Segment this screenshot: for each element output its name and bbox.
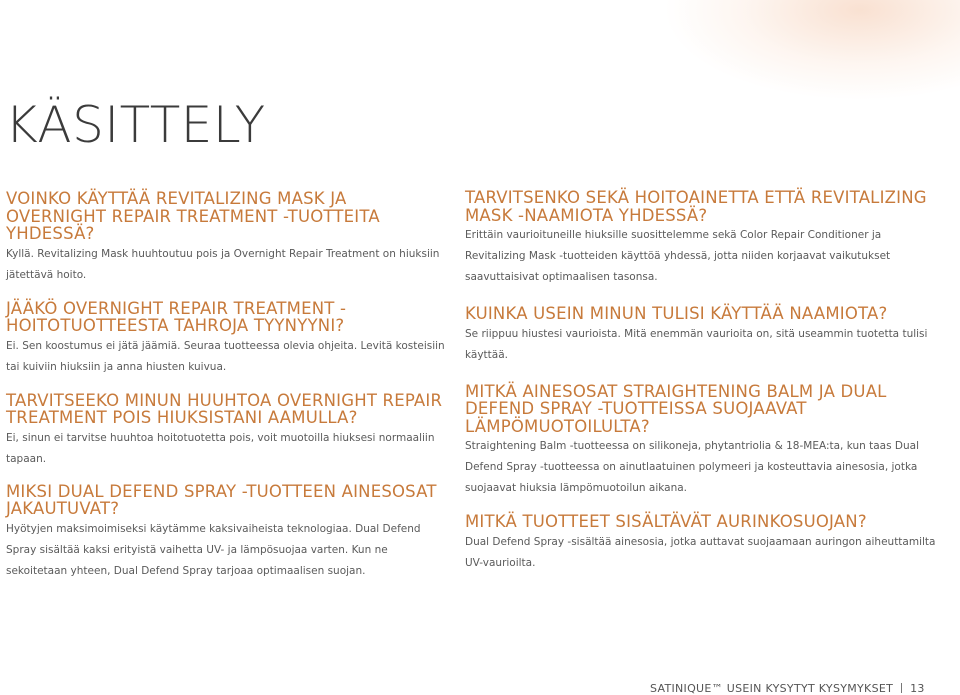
footer-separator	[901, 683, 902, 693]
faq-question: TARVITSEEKO MINUN HUUHTOA OVERNIGHT REPAIR TREATMENT POIS HIUKSISTANI AAMULLA?	[6, 390, 443, 427]
faq-answer: Ei. Sen koostumus ei jätä jäämiä. Seuraa tuotteessa olevia ohjeita. Levitä kosteisiin tai kuiviin hiuksiin ja anna hiusten kuivua.	[6, 339, 445, 373]
faq-answer: Hyötyjen maksimoimiseksi käytämme kaksivaiheista teknologiaa. Dual Defend Spray sisältää kaksi erityistä vaihetta UV- ja lämpösuojaa varten. Kun ne sekoitetaan yhteen, Dual Defend Spray tarjoaa optimaalisen suojan.	[6, 522, 421, 577]
page-number: 13	[910, 682, 925, 695]
faq-question: VOINKO KÄYTTÄÄ REVITALIZING MASK JA OVERNIGHT REPAIR TREATMENT -TUOTTEITA YHDESSÄ?	[6, 189, 380, 243]
page-title: KÄSITTELY	[5, 96, 266, 154]
faq-question: MIKSI DUAL DEFEND SPRAY -TUOTTEEN AINESOSAT JAKAUTUVAT?	[6, 481, 437, 518]
faq-answer: Straightening Balm -tuotteessa on silikoneja, phytantriolia & 18-MEA:ta, kun taas Dual Defend Spray -tuotteessa on ainutlaatuinen polymeeri ja kosteuttavia ainesosia, jotka suojaavat hiuksia lämpömuotoilun aikana.	[465, 440, 920, 494]
faq-item	[465, 513, 945, 574]
faq-item	[6, 190, 446, 286]
faq-question: MITKÄ TUOTTEET SISÄLTÄVÄT AURINKOSUOJAN?	[465, 512, 867, 531]
faq-item	[465, 305, 945, 366]
left-column	[6, 190, 446, 600]
faq-question: TARVITSENKO SEKÄ HOITOAINETTA ETTÄ REVITALIZING MASK -NAAMIOTA YHDESSÄ?	[465, 188, 927, 225]
faq-item	[465, 383, 945, 500]
faq-answer: Se riippuu hiustesi vaurioista. Mitä enemmän vaurioita on, sitä useammin tuotetta tulisi käyttää.	[465, 327, 928, 361]
right-column	[465, 189, 945, 592]
faq-question: MITKÄ AINESOSAT STRAIGHTENING BALM JA DUAL DEFEND SPRAY -TUOTTEISSA SUOJAAVAT LÄMPÖMUOTOILULTA?	[465, 381, 887, 436]
faq-answer: Kyllä. Revitalizing Mask huuhtoutuu pois ja Overnight Repair Treatment on hiuksiin jätettävä hoito.	[6, 247, 440, 281]
faq-item	[6, 483, 446, 582]
faq-item	[465, 189, 945, 288]
faq-answer: Ei, sinun ei tarvitse huuhtoa hoitotuotetta pois, voit muotoilla hiuksesi normaaliin tapaan.	[6, 431, 435, 465]
faq-answer: Erittäin vaurioituneille hiuksille suosittelemme sekä Color Repair Conditioner ja Revitalizing Mask -tuotteiden käyttöä yhdessä, jotta niiden korjaavat vaikutukset saavuttaisivat optimaalisen tasonsa.	[465, 229, 891, 283]
footer-brand: SATINIQUE™ USEIN KYSYTYT KYSYMYKSET	[650, 682, 894, 695]
faq-question: KUINKA USEIN MINUN TULISI KÄYTTÄÄ NAAMIOTA?	[465, 304, 888, 323]
decorative-glow	[560, 0, 960, 150]
faq-item	[6, 392, 446, 470]
faq-question: JÄÄKÖ OVERNIGHT REPAIR TREATMENT -HOITOTUOTTEESTA TAHROJA TYYNYYNI?	[6, 298, 347, 335]
faq-item	[6, 300, 446, 378]
faq-answer: Dual Defend Spray -sisältää ainesosia, jotka auttavat suojaamaan auringon aiheuttamilta UV-vaurioilta.	[465, 535, 936, 569]
page-footer	[650, 682, 925, 695]
